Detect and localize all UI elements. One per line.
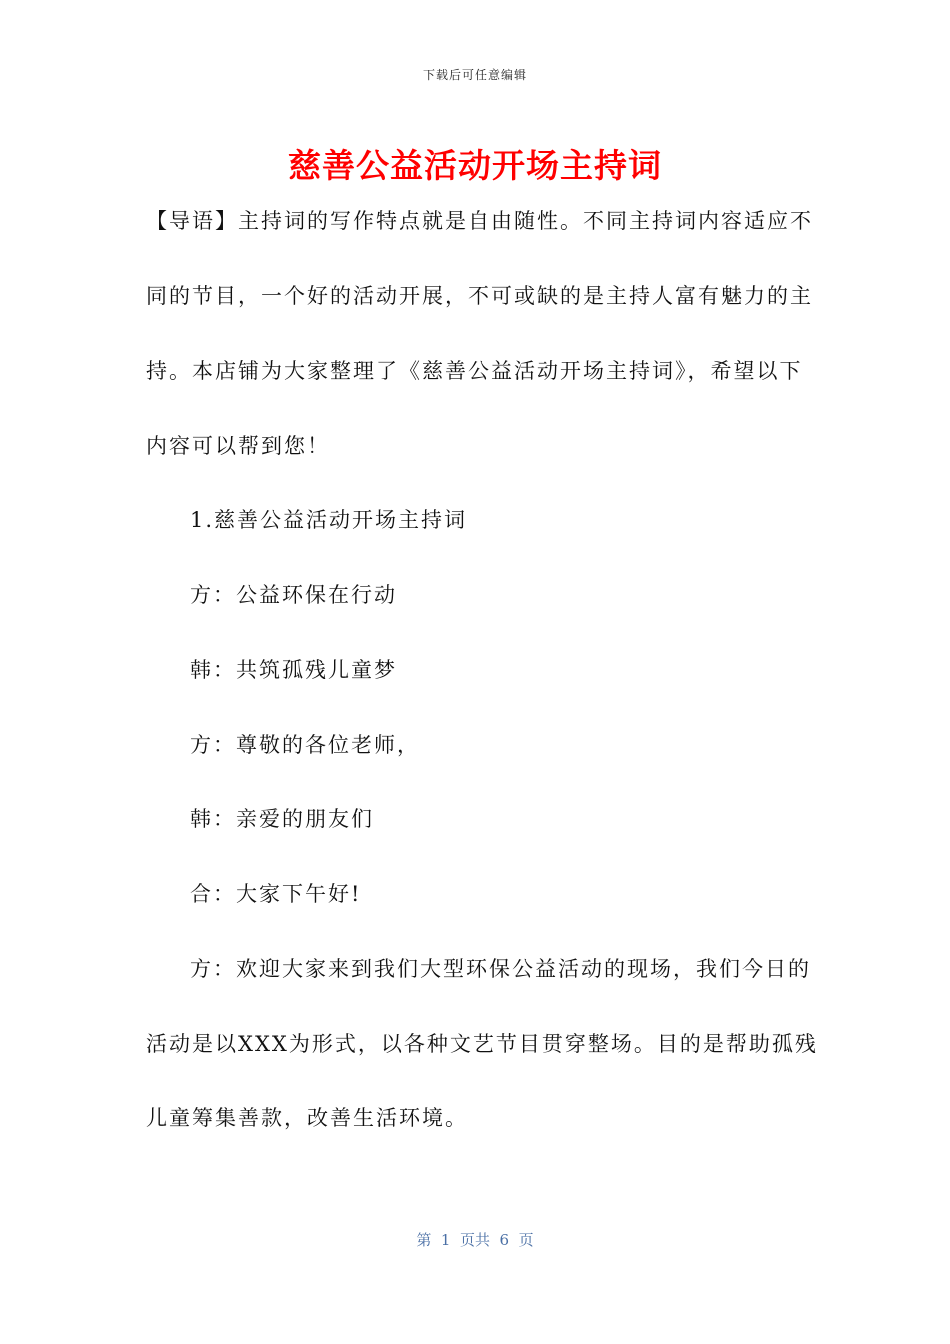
intro-line: 持。本店铺为大家整理了《慈善公益活动开场主持词》，希望以下 <box>146 359 803 383</box>
dialogue-line: 方：公益环保在行动 <box>190 583 397 607</box>
closing-line: 活动是以XXX为形式，以各种文艺节目贯穿整场。目的是帮助孤残 <box>146 1032 818 1056</box>
closing-line: 方：欢迎大家来到我们大型环保公益活动的现场，我们今日的 <box>190 957 811 981</box>
intro-line: 内容可以帮到您！ <box>146 434 330 458</box>
closing-line: 儿童筹集善款，改善生活环境。 <box>146 1106 468 1130</box>
intro-line: 同的节目，一个好的活动开展，不可或缺的是主持人富有魅力的主 <box>146 284 813 308</box>
header-note: 下载后可任意编辑 <box>422 68 527 82</box>
section-heading: 1.慈善公益活动开场主持词 <box>190 508 468 532</box>
dialogue-line: 韩：共筑孤残儿童梦 <box>190 658 397 682</box>
dialogue-line: 合：大家下午好! <box>190 882 362 906</box>
intro-line: 【导语】主持词的写作特点就是自由随性。不同主持词内容适应不 <box>146 209 813 233</box>
document-title: 慈善公益活动开场主持词 <box>288 146 662 185</box>
dialogue-line: 韩：亲爱的朋友们 <box>190 807 374 831</box>
dialogue-line: 方：尊敬的各位老师， <box>190 733 420 757</box>
page-number-footer: 第 1 页共 6 页 <box>416 1231 534 1249</box>
